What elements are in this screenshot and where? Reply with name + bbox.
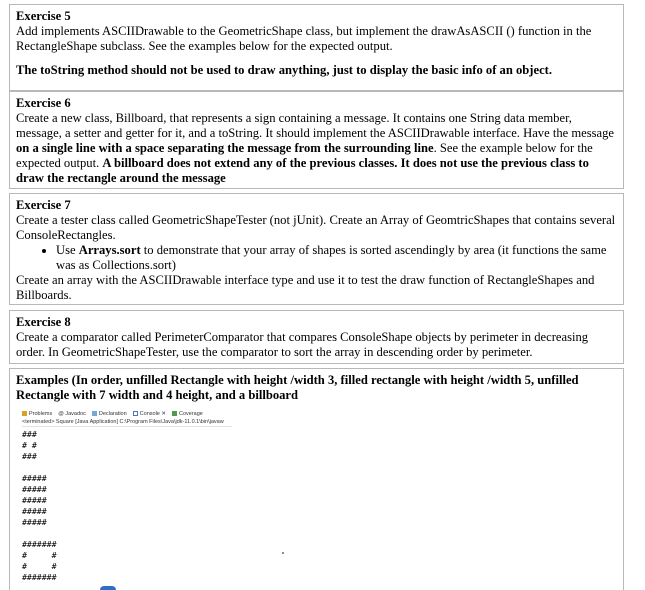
exercise-7-title: Exercise 7 <box>16 198 71 212</box>
tab-coverage[interactable]: Coverage <box>172 411 203 417</box>
exercise-8-text: Create a comparator called PerimeterComparator that compares ConsoleShape objects by perimeter in decreasing order. In GeometricShapeTester, use the comparator to sort the array in descending order by perimeter. <box>16 330 589 359</box>
exercise-7-text-2: Create an array with the ASCIIDrawable interface type and use it to test the draw function of RectangleShapes and Billboards. <box>16 273 595 302</box>
exercise-7-bullets <box>16 243 617 273</box>
console-screenshot <box>22 409 232 590</box>
exercise-6-text: Create a new class, Billboard, that represents a sign containing a message. It contains one String data member, message, a setter and getter for it, and a toString. It should implement the ASCIIDrawable interface. Have the message on a single line with a space separating the message from the surrounding line. See the example below for the expected output. A billboard does not extend any of the previous classes. It does not use the previous class to draw the rectangle around the message <box>16 111 615 185</box>
stray-dot <box>282 552 284 554</box>
exercise-5-section <box>9 4 624 91</box>
exercise-6-section <box>9 91 624 189</box>
exercise-7-section <box>9 193 624 305</box>
list-item: • Use Arrays.sort to demonstrate that your array of shapes is sorted ascendingly by area (it functions the same was as Collections.sort) <box>56 243 617 273</box>
tab-console[interactable]: Console ✕ <box>133 411 166 417</box>
exercise-5-text: Add implements ASCIIDrawable to the GeometricShape class, but implement the drawAsASCII () function in the RectangleShape subclass. See the examples below for the expected output. <box>16 24 592 53</box>
coverage-icon <box>172 411 177 416</box>
console-icon <box>133 411 138 416</box>
exercise-6-title: Exercise 6 <box>16 96 71 110</box>
exercise-8-section <box>9 310 624 364</box>
problems-icon <box>22 411 27 416</box>
console-tab-bar <box>22 409 232 418</box>
exercise-7-text: Create a tester class called GeometricShapeTester (not jUnit). Create an Array of GeomtricShapes that contains several ConsoleRectangles. <box>16 213 616 242</box>
declaration-icon <box>92 411 97 416</box>
exercise-8-title: Exercise 8 <box>16 315 71 329</box>
console-status-line: <terminated> Square [Java Application] C:\Program Files\Java\jdk-11.0.1\bin\javaw <box>22 418 232 427</box>
partial-logo-mark <box>100 586 116 590</box>
console-output: ### # # ### ##### ##### ##### ##### ##### ####### # # # # ####### <box>22 429 57 582</box>
tab-javadoc[interactable]: @ Javadoc <box>58 410 86 417</box>
tab-problems[interactable]: Problems <box>22 411 52 417</box>
exercise-5-title: Exercise 5 <box>16 9 71 23</box>
exercise-5-note: The toString method should not be used to draw anything, just to display the basic info of an object. <box>16 63 553 77</box>
examples-title: Examples (In order, unfilled Rectangle with height /width 3, filled rectangle with height /width 5, unfilled Rectangle with 7 width and 4 height, and a billboard <box>16 373 579 402</box>
tab-declaration[interactable]: Declaration <box>92 411 127 417</box>
